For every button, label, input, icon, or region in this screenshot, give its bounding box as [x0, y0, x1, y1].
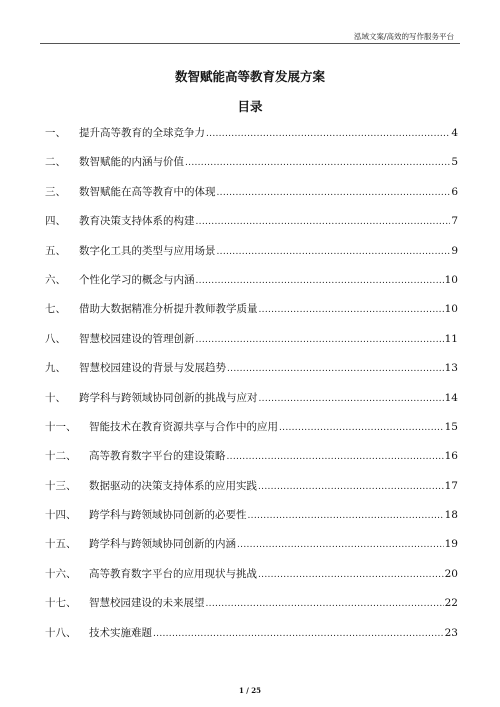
- toc-entry-title: 数字化工具的类型与应用场景: [79, 244, 216, 257]
- toc-entry-title: 数据驱动的决策支持体系的应用实践: [89, 479, 257, 492]
- toc-entry-title: 智慧校园建设的背景与发展趋势: [79, 362, 226, 375]
- toc-entry-number: 四、: [45, 215, 66, 228]
- toc-entry-11[interactable]: [45, 420, 458, 449]
- document-title: 数智赋能高等教育发展方案: [174, 69, 325, 84]
- toc-entry-12[interactable]: [45, 449, 458, 478]
- toc-entry-8[interactable]: [45, 332, 458, 361]
- toc-entry-title: 个性化学习的概念与内涵: [79, 273, 195, 286]
- toc-entry-14[interactable]: [45, 508, 458, 537]
- toc-dot-leader: [196, 333, 444, 347]
- toc-entry-title: 教育决策支持体系的构建: [79, 215, 195, 228]
- toc-entry-title: 高等教育数字平台的应用现状与挑战: [89, 567, 257, 580]
- toc-entry-page: 19: [444, 538, 458, 551]
- toc-entry-number: 七、: [45, 303, 66, 316]
- toc-entry-number: 十八、: [45, 626, 77, 639]
- toc-dot-leader: [185, 156, 450, 170]
- toc-entry-10[interactable]: [45, 391, 458, 420]
- toc-dot-leader: [153, 627, 444, 641]
- toc-entry-page: 10: [444, 273, 458, 286]
- toc-dot-leader: [248, 509, 444, 523]
- toc-dot-leader: [237, 538, 444, 552]
- toc-entry-number: 九、: [45, 362, 66, 375]
- toc-entry-title: 跨学科与跨领域协同创新的内涵: [89, 538, 236, 551]
- table-of-contents: [45, 126, 458, 655]
- toc-dot-leader: [259, 303, 444, 317]
- toc-dot-leader: [227, 450, 444, 464]
- toc-heading: 目录: [237, 99, 263, 114]
- header-divider: [40, 43, 460, 44]
- toc-entry-page: 7: [451, 215, 458, 228]
- toc-dot-leader: [206, 127, 450, 141]
- toc-entry-page: 16: [444, 450, 458, 463]
- toc-entry-6[interactable]: [45, 273, 458, 302]
- toc-entry-page: 9: [451, 244, 458, 257]
- toc-dot-leader: [206, 597, 444, 611]
- toc-entry-title: 数智赋能在高等教育中的体现: [79, 185, 216, 198]
- toc-entry-number: 六、: [45, 273, 66, 286]
- toc-entry-7[interactable]: [45, 302, 458, 331]
- toc-entry-number: 八、: [45, 332, 66, 345]
- toc-entry-5[interactable]: [45, 244, 458, 273]
- toc-entry-number: 五、: [45, 244, 66, 257]
- toc-entry-title: 技术实施难题: [89, 626, 152, 639]
- toc-entry-page: 10: [444, 303, 458, 316]
- toc-entry-page: 6: [451, 185, 458, 198]
- toc-entry-4[interactable]: [45, 214, 458, 243]
- toc-entry-page: 17: [444, 479, 458, 492]
- toc-entry-number: 三、: [45, 185, 66, 198]
- toc-dot-leader: [227, 362, 444, 376]
- toc-entry-page: 14: [444, 391, 458, 404]
- toc-entry-17[interactable]: [45, 596, 458, 625]
- toc-dot-leader: [279, 421, 444, 435]
- toc-entry-16[interactable]: [45, 567, 458, 596]
- toc-entry-page: 5: [451, 156, 458, 169]
- toc-entry-page: 15: [444, 420, 458, 433]
- toc-dot-leader: [258, 480, 444, 494]
- toc-entry-number: 十、: [45, 391, 66, 404]
- toc-entry-title: 跨学科与跨领域协同创新的必要性: [89, 509, 247, 522]
- toc-dot-leader: [258, 568, 444, 582]
- toc-entry-number: 二、: [45, 156, 66, 169]
- toc-entry-number: 十二、: [45, 450, 77, 463]
- toc-entry-1[interactable]: [45, 126, 458, 155]
- toc-entry-9[interactable]: [45, 361, 458, 390]
- toc-entry-2[interactable]: [45, 155, 458, 184]
- toc-entry-number: 十七、: [45, 597, 77, 610]
- toc-entry-number: 十三、: [45, 479, 77, 492]
- toc-dot-leader: [217, 186, 451, 200]
- toc-entry-3[interactable]: [45, 185, 458, 214]
- toc-entry-page: 11: [444, 332, 458, 345]
- toc-entry-number: 十四、: [45, 509, 77, 522]
- toc-entry-title: 提升高等教育的全球竞争力: [79, 127, 205, 139]
- toc-entry-page: 13: [444, 362, 458, 375]
- toc-entry-15[interactable]: [45, 537, 458, 566]
- page-number: 1 / 25: [238, 686, 262, 695]
- toc-entry-title: 高等教育数字平台的建设策略: [89, 450, 226, 463]
- toc-entry-title: 借助大数据精准分析提升教师教学质量: [79, 303, 258, 316]
- toc-dot-leader: [196, 274, 444, 288]
- toc-entry-number: 十六、: [45, 567, 77, 580]
- toc-entry-number: 一、: [45, 127, 66, 139]
- toc-entry-18[interactable]: [45, 626, 458, 655]
- toc-entry-title: 智慧校园建设的管理创新: [79, 332, 195, 345]
- toc-entry-number: 十一、: [45, 420, 77, 433]
- toc-entry-title: 跨学科与跨领域协同创新的挑战与应对: [79, 391, 258, 404]
- toc-entry-title: 智能技术在教育资源共享与合作中的应用: [89, 420, 278, 433]
- toc-entry-number: 十五、: [45, 538, 77, 551]
- toc-entry-page: 22: [444, 597, 458, 610]
- toc-entry-page: 23: [444, 626, 458, 639]
- toc-entry-page: 4: [451, 127, 458, 139]
- toc-entry-title: 数智赋能的内涵与价值: [79, 156, 184, 169]
- toc-dot-leader: [259, 392, 444, 406]
- toc-dot-leader: [196, 215, 451, 229]
- toc-entry-page: 20: [444, 567, 458, 580]
- toc-dot-leader: [217, 245, 451, 259]
- header-text: 泓域文案/高效的写作服务平台: [353, 32, 454, 41]
- toc-entry-title: 智慧校园建设的未来展望: [89, 597, 205, 610]
- toc-entry-page: 18: [444, 509, 458, 522]
- toc-entry-13[interactable]: [45, 479, 458, 508]
